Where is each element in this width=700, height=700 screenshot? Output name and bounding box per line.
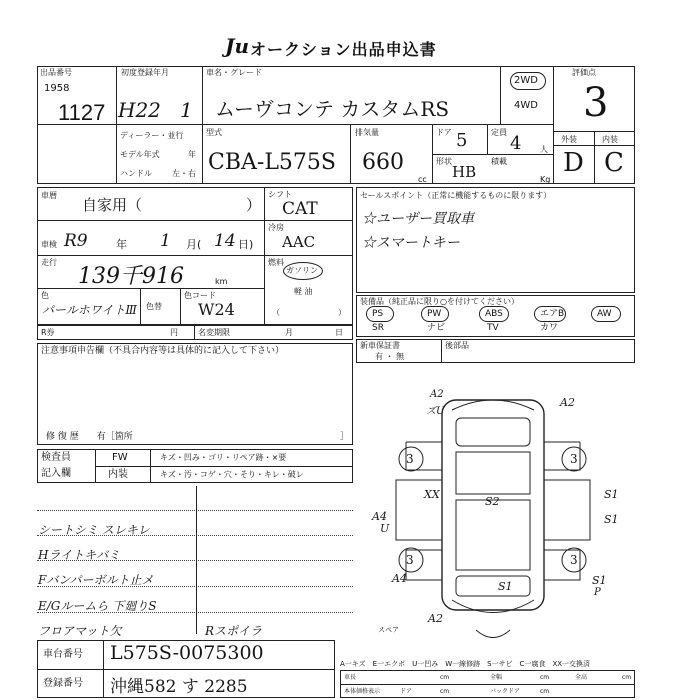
displacement-value: 660 xyxy=(362,150,404,175)
recycle-row xyxy=(37,325,353,340)
capacity-unit: 人 xyxy=(540,145,548,154)
price-label: 本体価格表示 xyxy=(344,688,381,695)
remark-2: Hライトキバミ xyxy=(38,548,121,562)
history-close: ） xyxy=(246,196,262,214)
exterior-label: 外装 xyxy=(561,135,577,144)
mark-s1-rear-right: S1 xyxy=(592,574,607,587)
mark-u-left: U xyxy=(380,522,390,535)
mark-dent: ズU xyxy=(426,406,445,417)
inspection-month-unit: 月( xyxy=(186,238,202,251)
door-label: ドア xyxy=(400,688,412,695)
rating-label: 評価点 xyxy=(572,68,596,77)
selling-point-2: ☆スマートキー xyxy=(362,235,460,251)
handle-label: ハンドル xyxy=(120,169,152,178)
inspection-day-unit: 日) xyxy=(238,238,254,251)
load-unit: Kg xyxy=(540,175,551,184)
mark-a2-rear: A2 xyxy=(428,612,443,625)
drive-4wd: 4WD xyxy=(514,100,538,111)
plate-value: 沖縄582 す 2285 xyxy=(110,677,248,697)
inspection-year-unit: 年 xyxy=(116,238,127,251)
chassis-label: 車台番号 xyxy=(43,649,83,660)
interior-label: 内装 xyxy=(602,135,618,144)
fuel-gasoline: ガソリン xyxy=(286,266,318,275)
color-value: パールホワイトⅢ xyxy=(42,303,137,317)
body-shape-label: 形状 xyxy=(436,157,452,166)
form-title: オークション出品申込書 xyxy=(250,40,437,59)
tyre-fr: 3 xyxy=(570,452,578,466)
equip-abs: ABS xyxy=(485,309,503,319)
type-value: CBA-L575S xyxy=(208,150,336,175)
color-label: 色 xyxy=(41,291,49,300)
type-label: 型式 xyxy=(206,128,222,137)
dim-height-label: 全高 xyxy=(575,674,588,681)
mark-a4-left: A4 xyxy=(372,510,387,523)
mark-s2: S2 xyxy=(485,495,500,508)
repair-history: 修 復 歴 有［箇所 xyxy=(46,432,133,442)
body-shape-value: HB xyxy=(452,163,477,181)
displacement-unit: cc xyxy=(418,175,427,184)
name-change-label: 名変期限 xyxy=(198,328,230,337)
inspection-era: R9 xyxy=(64,231,88,251)
mark-xx: XX xyxy=(424,488,440,501)
tyre-rr: 3 xyxy=(570,553,578,567)
history-label: 車暦 xyxy=(41,191,57,200)
recycle-label: R券 xyxy=(41,328,55,337)
ju-logo: Ju xyxy=(225,34,250,58)
dealer-label: ディーラー・並行 xyxy=(120,131,184,140)
inspection-day: 14 xyxy=(214,231,236,251)
doors-label: ドア xyxy=(436,128,452,137)
equip-airbag: エアB xyxy=(540,309,565,319)
color-code-value: W24 xyxy=(198,300,235,319)
handle-options: 左・右 xyxy=(172,169,196,178)
mileage-unit: km xyxy=(215,277,228,286)
notes-section xyxy=(37,343,353,445)
load-label: 積載 xyxy=(491,157,507,166)
warranty-value: 有 ・ 無 xyxy=(375,352,405,361)
lot-number: 1127 xyxy=(58,100,106,125)
after-sale-label: 後部品 xyxy=(445,341,469,350)
history-value: 自家用（ xyxy=(82,196,143,214)
registration-label: 初度登録年月 xyxy=(121,68,169,77)
dim-width-label: 全幅 xyxy=(490,674,503,681)
mark-s1-right-a: S1 xyxy=(604,488,619,501)
selling-point-1: ☆ユーザー買取車 xyxy=(362,211,474,227)
fuel-other-open: （ xyxy=(272,308,280,317)
inspector-label: 検査員 xyxy=(41,452,71,463)
damage-legend: A一キズ E一エクボ U一凹み W一線修跡 S一サビ C一腐食 XX一交換済 xyxy=(340,660,591,668)
dim-height-unit: cm xyxy=(622,674,632,681)
registration-era: H22 xyxy=(118,98,161,122)
mark-s1-rear: S1 xyxy=(498,580,513,593)
dim-length-unit: cm xyxy=(440,674,450,681)
backdoor-unit: cm xyxy=(540,688,550,695)
plate-label: 登録番号 xyxy=(43,678,83,689)
warranty-label: 新車保証書 xyxy=(360,341,400,350)
remark-extra: Rスポイラ xyxy=(205,624,263,638)
model-year-label: モデル年式 xyxy=(120,150,160,159)
rating-value: 3 xyxy=(583,80,609,126)
equip-aw: AW xyxy=(597,309,612,319)
tyre-fl: 3 xyxy=(406,452,414,466)
spare-label: スペア xyxy=(378,626,399,634)
fw-items: キズ・凹み・ゴリ・リペア跡・×要 xyxy=(160,453,287,462)
mileage-value: 139千916 xyxy=(78,264,184,289)
equip-sr: SR xyxy=(372,323,384,333)
lot-label: 出品番号 xyxy=(40,68,72,77)
equip-ps: PS xyxy=(372,309,384,319)
dim-length-label: 車長 xyxy=(344,674,357,681)
damage-diagram xyxy=(356,380,636,640)
shift-value: CAT xyxy=(282,199,318,219)
dim-width-unit: cm xyxy=(540,674,550,681)
mark-a2-front: A2 xyxy=(430,389,444,400)
selling-points-label: セールスポイント（正常に機能するものに限ります） xyxy=(360,191,552,200)
shift-label: シフト xyxy=(268,190,292,199)
interior-items: キズ・汚・コゲ・穴・そり・キレ・破レ xyxy=(160,470,304,479)
lot-small-number: 1958 xyxy=(44,83,70,94)
equip-navi: ナビ xyxy=(427,323,446,333)
fuel-other-close: ） xyxy=(338,308,346,317)
door-unit: cm xyxy=(440,688,450,695)
repair-close: ］ xyxy=(340,432,350,442)
notes-label: 注意事項申告欄（不具合内容等は具体的に記入して下さい） xyxy=(41,346,285,356)
remark-5: フロアマット欠 xyxy=(38,624,122,638)
drive-2wd: 2WD xyxy=(514,75,538,86)
interior-value: C xyxy=(604,148,624,178)
exterior-value: D xyxy=(563,148,584,178)
color-change-label: 色替 xyxy=(146,302,162,311)
remark-4: E/Gルームら 下廻りS xyxy=(38,599,157,613)
interior-check-label: 内装 xyxy=(108,469,128,480)
mileage-label: 走行 xyxy=(41,258,57,267)
name-change-month: 月 xyxy=(285,328,293,337)
equip-pw: PW xyxy=(427,309,442,319)
inspection-label: 車検 xyxy=(41,240,57,249)
registration-month: 1 xyxy=(180,98,193,122)
backdoor-label: バックドア xyxy=(490,688,520,695)
mark-a2-right: A2 xyxy=(560,396,575,409)
cooler-value: AAC xyxy=(282,233,316,251)
model-year-unit: 年 xyxy=(188,150,196,159)
mark-p: P xyxy=(594,587,601,598)
fuel-label: 燃料 xyxy=(268,258,284,267)
name-change-day: 日 xyxy=(335,328,343,337)
fw-label: FW xyxy=(112,452,128,463)
model-value: ムーヴコンテ カスタムRS xyxy=(215,97,450,121)
remark-1: シートシミ スレキレ xyxy=(38,523,150,537)
displacement-label: 排気量 xyxy=(355,128,379,137)
fuel-diesel: 軽 油 xyxy=(294,287,313,296)
equipment-label: 装備品（純正品に限り○を付けてください） xyxy=(360,297,519,306)
mark-a4-rear: A4 xyxy=(392,572,407,585)
equip-tv: TV xyxy=(487,323,499,333)
model-label: 車名・グレード xyxy=(206,68,262,77)
mark-s1-right-b: S1 xyxy=(604,513,619,526)
cooler-label: 冷房 xyxy=(268,223,284,232)
doors-value: 5 xyxy=(456,130,468,151)
chassis-value: L575S-0075300 xyxy=(110,642,264,664)
equip-leather: カワ xyxy=(540,323,559,333)
capacity-label: 定員 xyxy=(491,128,507,137)
entry-label: 記入欄 xyxy=(41,468,71,479)
tyre-rl: 3 xyxy=(406,553,414,567)
capacity-value: 4 xyxy=(510,133,522,154)
recycle-yen: 円 xyxy=(170,328,178,337)
color-code-label: 色コード xyxy=(184,291,216,300)
inspection-month: 1 xyxy=(160,231,171,251)
remark-3: Fバンパーボルト止メ xyxy=(38,573,154,587)
